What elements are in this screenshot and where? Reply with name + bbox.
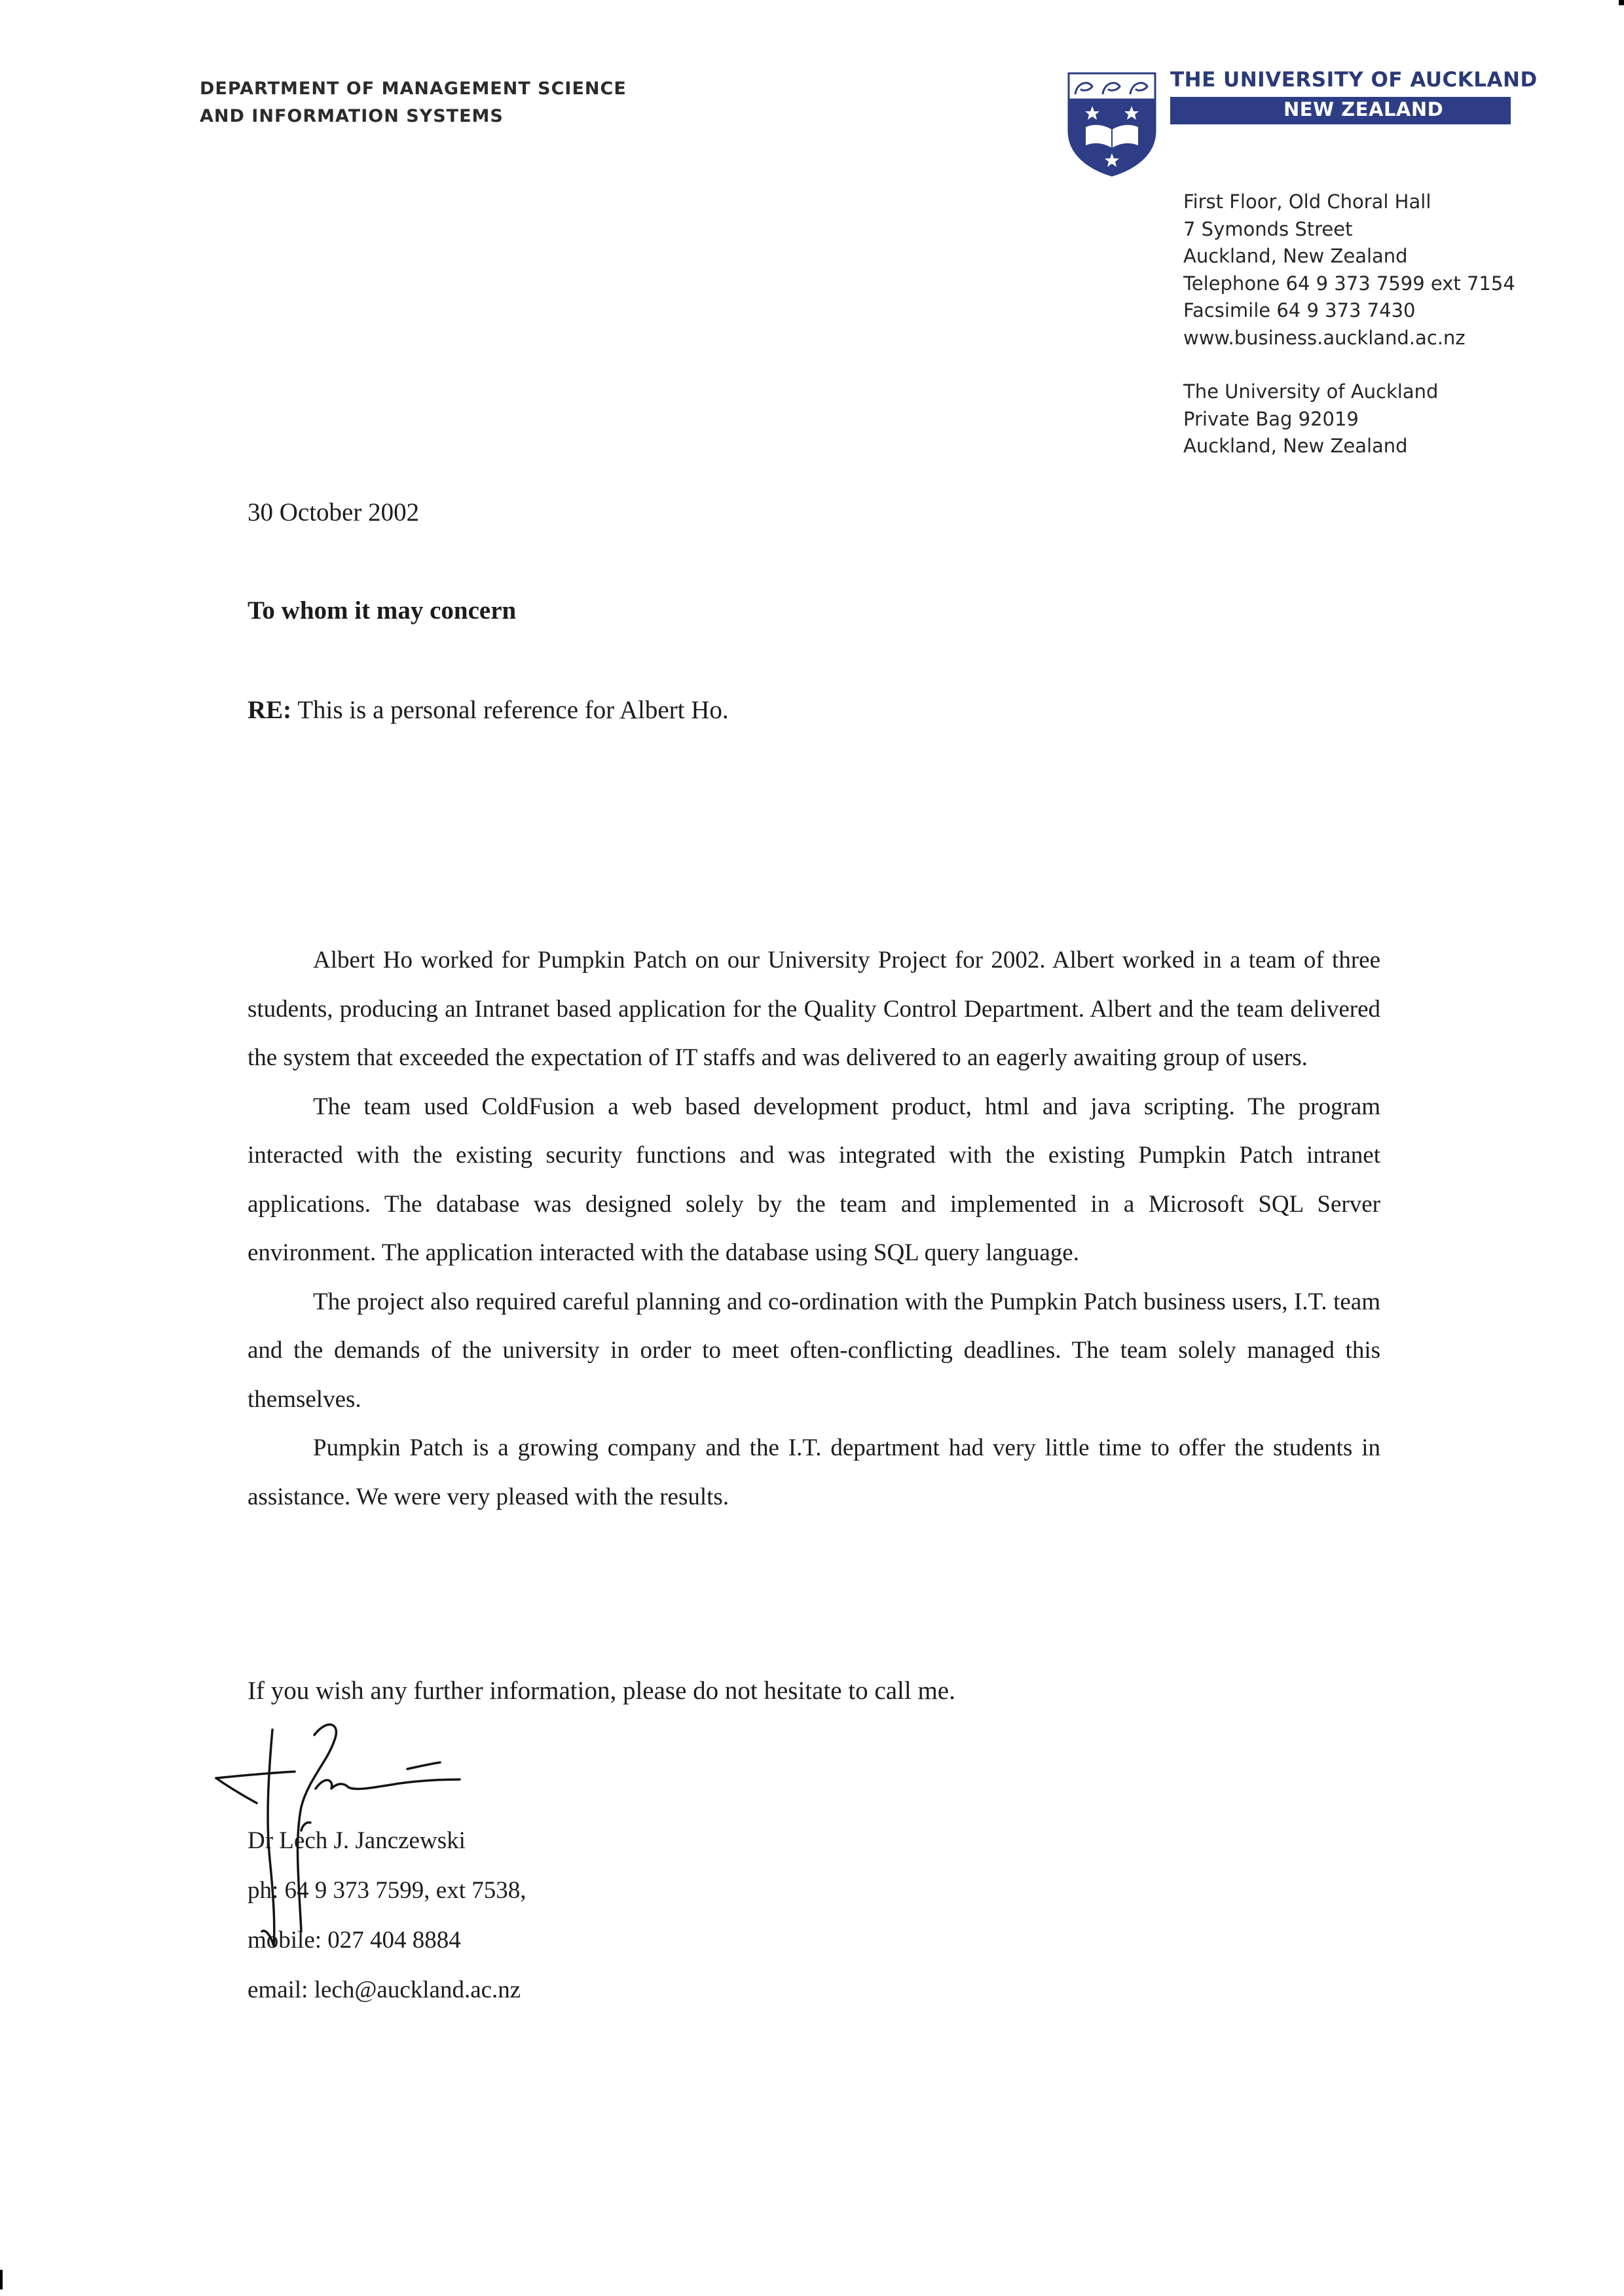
- department-name: [200, 75, 627, 130]
- letter-body: [248, 936, 1380, 1522]
- website-line: www.business.auckland.ac.nz: [1183, 326, 1466, 349]
- telephone-line: Telephone 64 9 373 7599 ext 7154: [1183, 272, 1515, 295]
- address-line: First Floor, Old Choral Hall: [1183, 191, 1431, 213]
- closing-line: If you wish any further information, please do not hesitate to call me.: [248, 1677, 955, 1705]
- subject-text: This is a personal reference for Albert Ho.: [291, 696, 729, 724]
- university-crest-icon: [1066, 71, 1158, 177]
- address-line: 7 Symonds Street: [1183, 217, 1353, 240]
- address-line: Auckland, New Zealand: [1183, 435, 1408, 457]
- street-address: [1183, 189, 1515, 352]
- postal-address: [1183, 378, 1438, 460]
- university-name: THE UNIVERSITY OF AUCKLAND: [1170, 68, 1538, 92]
- salutation: To whom it may concern: [248, 596, 517, 625]
- body-paragraph: Pumpkin Patch is a growing company and the I.T. department had very little time to offer the students in assistance. We were very pleased with the results.: [248, 1434, 1380, 1510]
- body-paragraph: Albert Ho worked for Pumpkin Patch on our University Project for 2002. Albert worked in a team of three students, producing an Intranet based application for the Quality Control Department. Albert and the team delivered the system that exceeded the expectation of IT staffs and was delivered to an eagerly awaiting group of users.: [248, 947, 1380, 1071]
- facsimile-line: Facsimile 64 9 373 7430: [1183, 299, 1416, 321]
- body-paragraph: The team used ColdFusion a web based development product, html and java scripting. The program interacted with the existing security functions and was integrated with the existing Pumpkin Patch intranet applications. The database was designed solely by the team and implemented in a Microsoft SQL Server environment. The application interacted with the database using SQL query language.: [248, 1093, 1380, 1266]
- signatory-name: Dr Lech J. Janczewski: [248, 1827, 466, 1854]
- subject-line: [248, 695, 729, 725]
- letter-date: 30 October 2002: [248, 498, 420, 526]
- subject-label: RE:: [248, 696, 292, 724]
- address-line: Private Bag 92019: [1183, 407, 1359, 430]
- signatory-email: email: lech@auckland.ac.nz: [248, 1977, 521, 2003]
- address-line: Auckland, New Zealand: [1183, 245, 1408, 267]
- department-name-line-1: DEPARTMENT OF MANAGEMENT SCIENCE: [200, 79, 627, 99]
- scan-mark: [0, 2270, 3, 2289]
- university-country: NEW ZEALAND: [1283, 98, 1444, 120]
- scan-mark: [1619, 0, 1624, 5]
- department-name-line-2: AND INFORMATION SYSTEMS: [200, 106, 504, 126]
- signatory-mobile: mobile: 027 404 8884: [248, 1927, 461, 1954]
- address-line: The University of Auckland: [1183, 380, 1439, 403]
- signatory-phone: ph: 64 9 373 7599, ext 7538,: [248, 1877, 526, 1904]
- handwritten-signature: [203, 1715, 491, 1951]
- body-paragraph: The project also required careful planning and co-ordination with the Pumpkin Patch business users, I.T. team and the demands of the university in order to meet often-conflicting deadlines. The team solely managed this themselves.: [248, 1288, 1380, 1413]
